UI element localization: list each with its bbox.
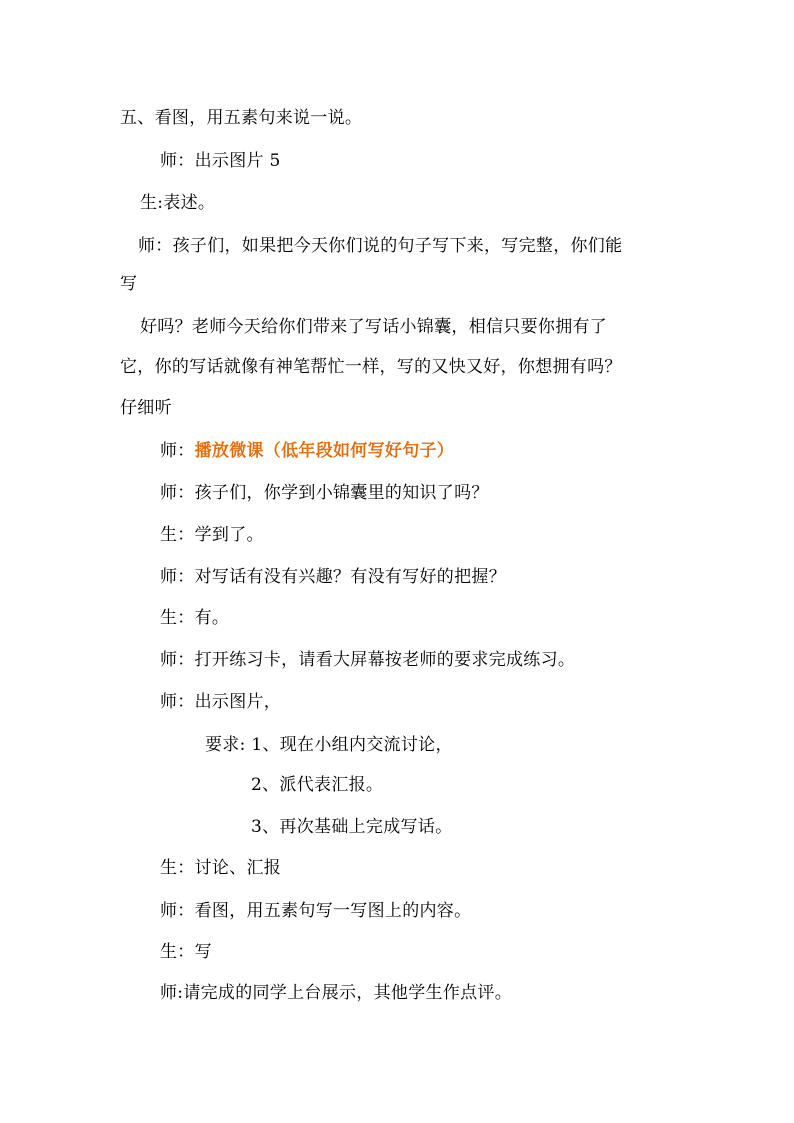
teacher-line-continued: 它，你的写话就像有神笔帮忙一样，写的又快又好，你想拥有吗？: [120, 357, 622, 377]
teacher-line-highlight: [160, 441, 454, 461]
requirement-item: 2、派代表汇报。: [251, 775, 384, 795]
student-line: 生:表述。: [140, 193, 216, 213]
teacher-line-continued: 写: [120, 274, 138, 294]
teacher-line: 师：孩子们，你学到小锦囊里的知识了吗？: [160, 483, 489, 503]
teacher-line: 师：对写话有没有兴趣？有没有写好的把握？: [160, 567, 506, 587]
requirement-item: 要求: 1、现在小组内交流讨论，: [205, 735, 453, 755]
teacher-line: 师：出示图片 5: [160, 151, 281, 171]
teacher-line-continued: 仔细听: [120, 398, 172, 418]
section-heading: 五、看图，用五素句来说一说。: [120, 108, 363, 128]
student-line: 生：写: [160, 942, 212, 962]
teacher-line: 师:请完成的同学上台展示，其他学生作点评。: [160, 983, 513, 1003]
requirement-item: 3、再次基础上完成写话。: [251, 817, 453, 837]
teacher-line: 师：孩子们，如果把今天你们说的句子写下来，写完整，你们能: [138, 236, 623, 256]
student-line: 生：学到了。: [160, 525, 264, 545]
teacher-line-continued: 好吗？老师今天给你们带来了写话小锦囊，相信只要你拥有了: [140, 317, 608, 337]
teacher-line: 师：出示图片，: [160, 692, 282, 712]
speaker-label: 师：: [160, 441, 195, 461]
teacher-line: 师：看图，用五素句写一写图上的内容。: [160, 901, 472, 921]
teacher-line: 师：打开练习卡，请看大屏幕按老师的要求完成练习。: [160, 650, 576, 670]
student-line: 生：讨论、汇报: [160, 858, 282, 878]
student-line: 生：有。: [160, 608, 230, 628]
highlighted-text: 播放微课（低年段如何写好句子）: [194, 441, 455, 461]
